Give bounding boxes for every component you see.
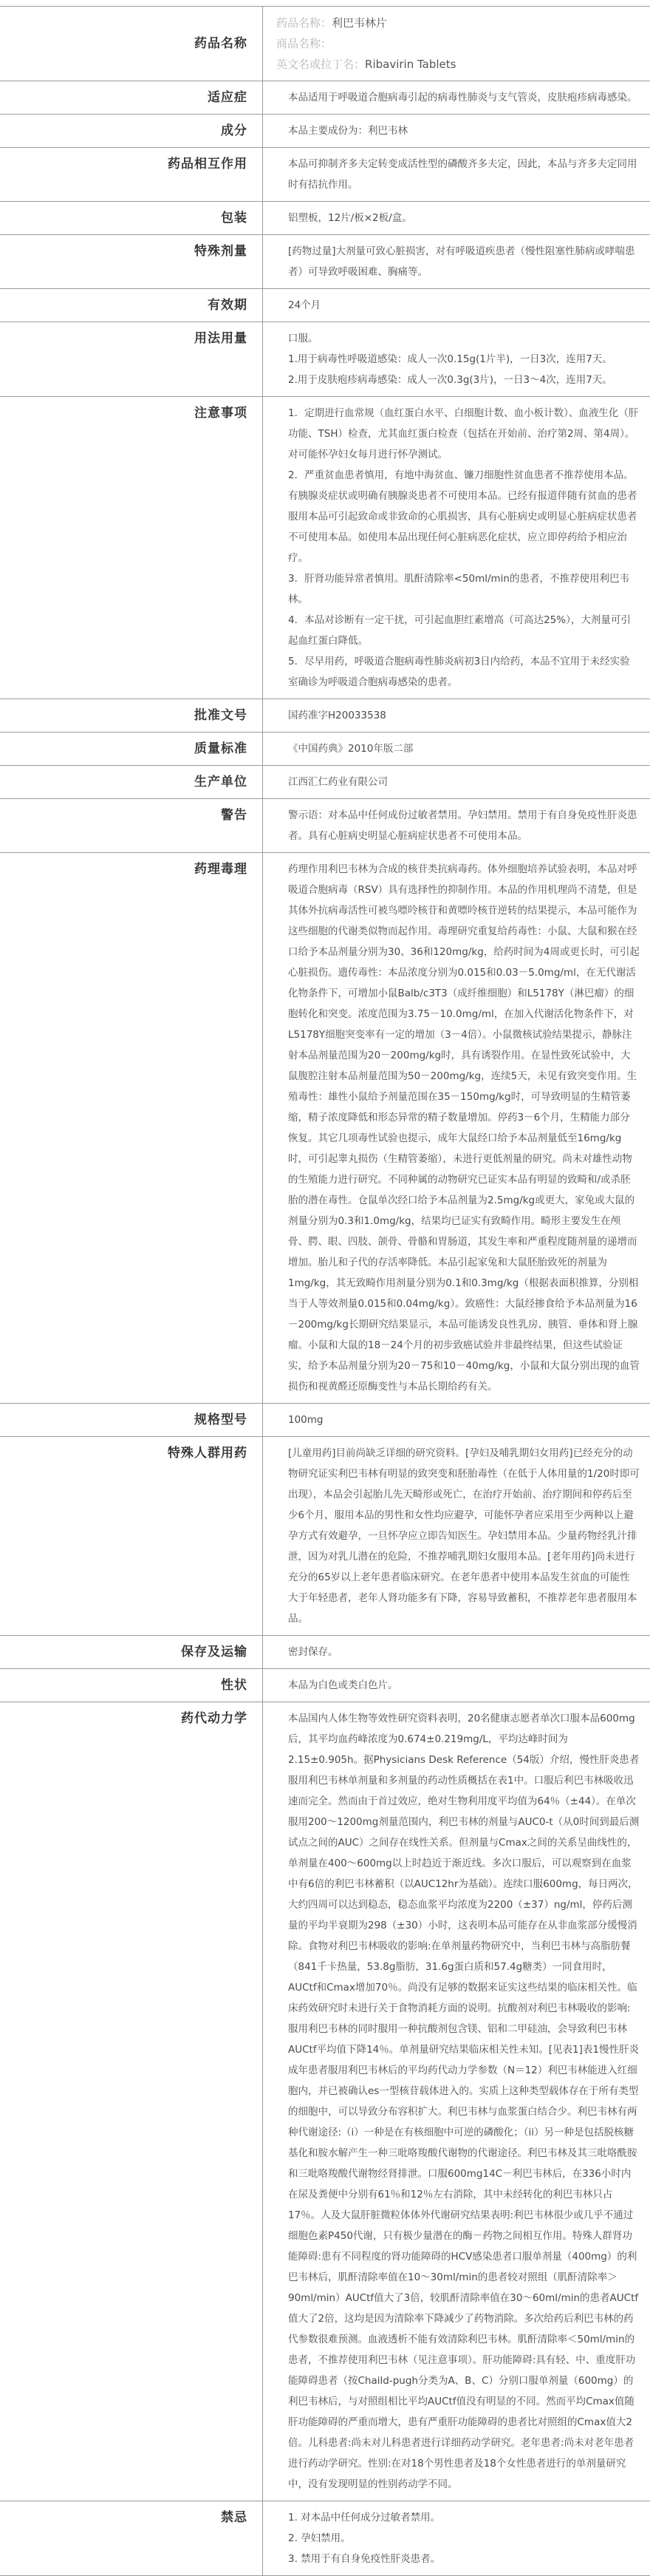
content-line: 4．本品对诊断有一定干扰，可引起血胆红素增高（可高达25%），大剂量可引起血红蛋白降低。 xyxy=(288,614,631,647)
table-row xyxy=(0,81,650,115)
row-content xyxy=(263,2501,650,2575)
content-line: 5．尽早用药，呼吸道合胞病毒性肺炎病初3日内给药，本品不宜用于未经实验室确诊为呼吸道合胞病毒感染的患者。 xyxy=(288,656,630,688)
drug-info-table xyxy=(0,6,650,2576)
content-line: 本品适用于呼吸道合胞病毒引起的病毒性肺炎与支气管炎，皮肤疱疹病毒感染。 xyxy=(288,92,637,103)
row-label: 适应症 xyxy=(0,81,263,114)
row-content xyxy=(263,699,650,732)
content-line: 3. 禁用于有自身免疫性肝炎患者。 xyxy=(288,2553,441,2565)
content-line: 铝塑板，12片/板×2板/盒。 xyxy=(288,212,412,224)
row-label: 保存及运输 xyxy=(0,1636,263,1668)
row-label: 特殊剂量 xyxy=(0,235,263,288)
row-content xyxy=(263,853,650,1403)
row-content xyxy=(263,1636,650,1668)
field-key: 英文名或拉丁名： xyxy=(276,58,366,71)
content-line: 本品可抑制齐多夫定转变成活性型的磷酸齐多夫定，因此，本品与齐多夫定同用时有拮抗作用。 xyxy=(288,158,637,191)
content-line: 本品为白色或类白色片。 xyxy=(288,1679,398,1691)
row-content xyxy=(263,733,650,765)
row-label: 规格型号 xyxy=(0,1404,263,1436)
content-line: 1.用于病毒性呼吸道感染：成人一次0.15g(1片半)，一日3次，连用7天。 xyxy=(288,353,612,365)
row-content xyxy=(263,7,650,81)
row-label: 生产单位 xyxy=(0,766,263,798)
row-content xyxy=(263,1404,650,1436)
row-label: 包装 xyxy=(0,202,263,234)
field-value: Ribavirin Tablets xyxy=(365,58,456,71)
row-content xyxy=(263,1702,650,2501)
field-line xyxy=(276,54,640,75)
table-row xyxy=(0,799,650,853)
table-row xyxy=(0,853,650,1404)
row-content xyxy=(263,799,650,852)
content-line: 本品主要成份为：利巴韦林 xyxy=(288,125,408,137)
content-line: 2.用于皮肤疱疹病毒感染：成人一次0.3g(3片)，一日3～4次，连用7天。 xyxy=(288,374,612,386)
table-row xyxy=(0,148,650,202)
table-row xyxy=(0,397,650,699)
row-label: 药品名称 xyxy=(0,7,263,81)
content-line: 《中国药典》2010年版二部 xyxy=(288,743,414,755)
table-row xyxy=(0,7,650,81)
row-label: 警告 xyxy=(0,799,263,852)
field-line xyxy=(276,33,640,54)
row-content xyxy=(263,235,650,288)
table-row xyxy=(0,766,650,799)
row-label: 特殊人群用药 xyxy=(0,1437,263,1635)
content-line: 3．肝肾功能异常者慎用。肌酐清除率<50ml/min的患者，不推荐使用利巴韦林。 xyxy=(288,573,629,605)
content-line: 药理作用利巴韦林为合成的核苷类抗病毒药。体外细胞培养试验表明，本品对呼吸道合胞病毒（RSV）具有选择性的抑制作用。本品的作用机理尚不清楚，但是其体外抗病毒活性可被鸟嘌呤核苷和黄嘌呤核苷逆转的结果提示，本品可能作为这些细胞的代谢类似物而起作用。毒理研究重复给药毒性：小鼠、大鼠和猴在经口给予本品剂量分别为30、36和120mg/kg，给药时间为4周或更长时，可引起心脏损伤。遗传毒性：本品浓度分别为0.015和0.03－5.0mg/ml，在无代谢活化物条件下，可增加小鼠Balb/c3T3（成纤维细胞）和L5178Y（淋巴瘤）的细胞转化和突变。浓度范围为3.75－10.0mg/ml，在加入代谢活化物条件下，对L5178Y细胞突变率有一定的增加（3－4倍）。小鼠微核试验结果提示，静脉注射本品剂量范围为20－200mg/kg时，具有诱裂作用。在显性致死试验中，大鼠腹腔注射本品剂量范围为50－200mg/kg，连续5天，未见有致突变作用。生殖毒性：雄性小鼠给予剂量范围在35－150mg/kg时，可导致明显的生精管萎缩，精子浓度降低和形态异常的精子数量增加。停药3－6个月，生精能力部分恢复。其它几项毒性试验也提示，成年大鼠经口给予本品剂量低至16mg/kg时，可引起睾丸损伤（生精管萎缩），未进行更低剂量的研究。尚未对雄性动物的生殖能力进行研究。不同种属的动物研究已证实本品有明显的致畸和/或杀胚胎的潜在毒性。仓鼠单次经口给予本品剂量为2.5mg/kg或更大，家兔或大鼠的剂量分别为0.3和1.0mg/kg，结果均已证实有致畸作用。畸形主要发生在颅骨、腭、眼、四肢、颌骨、骨骼和胃肠道，其发生率和严重程度随剂量的递增而增加。胎儿和子代的存活率降低。本品引起家兔和大鼠胚胎致死的剂量为1mg/kg，其无致畸作用剂量分别为0.1和0.3mg/kg（根据表面积推算，分别相当于人等效剂量0.015和0.04mg/kg）。致癌性：大鼠经掺食给予本品剂量为16－200mg/kg长期研究结果显示，本品可能诱发良性乳房、胰管、垂体和肾上腺瘤。小鼠和大鼠的18－24个月的初步致癌试验并非最终结果，但这些试验证实，给予本品剂量分别为20－75和10－40mg/kg，小鼠和大鼠分别出现的血管损伤和视黄醛还原酶变性与本品长期给药有关。 xyxy=(288,863,640,1393)
table-row xyxy=(0,1404,650,1437)
row-content xyxy=(263,1437,650,1635)
row-label: 药代动力学 xyxy=(0,1702,263,2501)
row-content xyxy=(263,289,650,322)
content-line: 国药准字H20033538 xyxy=(288,710,386,721)
table-row xyxy=(0,1702,650,2501)
content-line: 2. 孕妇禁用。 xyxy=(288,2532,351,2544)
field-key: 药品名称： xyxy=(276,16,332,30)
content-line: 24个月 xyxy=(288,299,321,311)
content-line: 1. 对本品中任何成分过敏者禁用。 xyxy=(288,2512,441,2524)
table-row xyxy=(0,202,650,235)
content-line: [药物过量]大剂量可致心脏损害，对有呼吸道疾患者（慢性阻塞性肺病或哮喘患者）可导致呼吸困难、胸痛等。 xyxy=(288,245,635,278)
table-row xyxy=(0,699,650,733)
table-row xyxy=(0,235,650,289)
row-label: 性状 xyxy=(0,1669,263,1702)
content-line: [儿童用药]目前尚缺乏详细的研究资料。[孕妇及哺乳期妇女用药]已经充分的动物研究证实利巴韦林有明显的致突变和胚胎毒性（在低于人体用量的1/20时即可出现），本品会引起胎儿先天畸形或死亡，在治疗开始前、治疗期间和停药后至少6个月，服用本品的男性和女性均应避孕，可能怀孕者应采用至少两种以上避孕方式有效避孕，一旦怀孕应立即告知医生。孕妇禁用本品。少量药物经乳汁排泄，因为对乳儿潜在的危险，不推荐哺乳期妇女服用本品。[老年用药]尚未进行充分的65岁以上老年患者临床研究。在老年患者中使用本品发生贫血的可能性大于年轻患者，老年人肾功能多有下降，容易导致蓄积，不推荐老年患者服用本品。 xyxy=(288,1447,640,1625)
field-value: 利巴韦林片 xyxy=(332,16,388,30)
row-label: 有效期 xyxy=(0,289,263,322)
content-line: 口服。 xyxy=(288,333,318,344)
table-row xyxy=(0,1636,650,1669)
row-content xyxy=(263,322,650,396)
row-content xyxy=(263,202,650,234)
table-row xyxy=(0,2501,650,2576)
row-content xyxy=(263,115,650,147)
row-content xyxy=(263,148,650,201)
content-line: 本品国内人体生物等效性研究资料表明，20名健康志愿者单次口服本品600mg后，其平均血药峰浓度为0.674±0.219mg/L，平均达峰时间为2.15±0.905h。据Physicians Desk Reference（54版）介绍，慢性肝炎患者服用利巴韦林单剂量和多剂量的药动性质概括在表1中。口服后利巴韦林吸收迅速而完全。然而由于首过效应，绝对生物利用度平均值为64％（±44）。在单次服用200～1200mg剂量范围内，利巴韦林的剂量与AUC0-t（从0时间到最后测试点之间的AUC）之间存在线性关系。但剂量与Cmax之间的关系呈曲线性的，单剂量在400～600mg以上时趋近于渐近线。多次口服后，可以观察到在血浆中有6倍的利巴韦林蓄积（以AUC12hr为基础）。连续口服600mg，每日两次，大约四周可以达到稳态，稳态血浆平均浓度为2200（±37）ng/ml，停药后测量的平均半衰期为298（±30）小时，这表明本品可能存在从非血浆部分缓慢消除。食物对利巴韦林吸收的影响:在单剂量药物研究中，当利巴韦林与高脂肪餐（841千卡热量，53.8g脂肪，31.6g蛋白质和57.4g糖类）一同食用时，AUCtf和Cmax增加70％。尚没有足够的数据来证实这些结果的临床相关性。临床药效研究时未进行关于食物消耗方面的说明。抗酸剂对利巴韦林吸收的影响:服用利巴韦林的同时服用一种抗酸剂包含镁、铝和二甲硅油，会导致利巴韦林AUCtf平均值下降14％。单剂量研究结果临床相关性未知。[见表1]表1慢性肝炎成年患者服用利巴韦林后的平均药代动力学参数（N＝12）利巴韦林能进入红细胞内，并已被确认es一型核苷载体进入的。实质上这种类型载体存在于所有类型的细胞中，可以导致分布容积扩大。利巴韦林与血浆蛋白结合少。利巴韦林有两种代谢途径:（i）一种是在有核细胞中可逆的磷酸化；（ii）另一种是包括脱核糖基化和胺水解产生一种三吡咯羧酸代谢物的代谢途径。利巴韦林及其三吡咯酰胺和三吡咯羧酸代谢物经肾排泄。口服600mg14C－利巴韦林后，在336小时内在尿及粪便中分别有61％和12％左右消除，其中未经转化的利巴韦林只占17％。人及大鼠肝脏微粒体体外代谢研究结果表明:利巴韦林很少或几乎不通过细胞色素P450代谢，只有极少量潜在的酶－药物之间相互作用。特殊人群肾功能障碍:患有不同程度的肾功能障碍的HCV感染患者口服单剂量（400mg）的利巴韦林后，肌酐清除率值在10～30ml/min的患者较对照组（肌酐清除率＞90ml/min）AUCtf值大了3倍，较肌酐清除率值在30～60ml/min的患者AUCtf值大了2倍，这均是因为清除率下降减少了药物消除。多次给药后利巴韦林的药代参数很难预测。血液透析不能有效清除利巴韦林。肌酐清除率＜50ml/min的患者，不推荐使用利巴韦林（见注意事项）。肝功能障碍:具有轻、中、重度肝功能障碍患者（按Chaild-pugh分类为A、B、C）分别口服单剂量（600mg）的利巴韦林后，与对照组相比平均AUCtf值没有明显的不同。然而平均Cmax值随肝功能障碍的严重而增大，患有严重肝功能障碍的患者比对照组的Cmax值大2倍。儿科患者:尚未对儿科患者进行详细药动学研究。老年患者:尚未对老年患者进行药动学研究。性别:在对18个男性患者及18个女性患者进行的单剂量研究中，没有发现明显的性别药动学不同。 xyxy=(288,1713,640,2490)
content-line: 100mg xyxy=(288,1414,324,1426)
table-row xyxy=(0,733,650,766)
row-label: 禁忌 xyxy=(0,2501,263,2575)
row-label: 质量标准 xyxy=(0,733,263,765)
row-label: 用法用量 xyxy=(0,322,263,396)
row-label: 批准文号 xyxy=(0,699,263,732)
row-label: 注意事项 xyxy=(0,397,263,699)
table-row xyxy=(0,1669,650,1702)
row-label: 药理毒理 xyxy=(0,853,263,1403)
content-line: 2．严重贫血患者慎用，有地中海贫血、镰刀细胞性贫血患者不推荐使用本品。有胰腺炎症状或明确有胰腺炎患者不可使用本品。已经有报道伴随有贫血的患者服用本品可引起致命或非致命的心肌损害，具有心脏病史或明显心脏病症状患者不可使用本品。如使用本品出现任何心脏病恶化症状，应立即停药给予相应治疗。 xyxy=(288,469,637,564)
content-line: 警示语：对本品中任何成份过敏者禁用。孕妇禁用。禁用于有自身免疫性肝炎患者。具有心脏病史明显心脏病症状患者不可使用本品。 xyxy=(288,809,637,842)
table-row xyxy=(0,1437,650,1636)
content-line: 1．定期进行血常规（血红蛋白水平、白细胞计数、血小板计数）、血液生化（肝功能、TSH）检查，尤其血红蛋白检查（包括在开始前、治疗第2周、第4周）。对可能怀孕妇女每月进行怀孕测试。 xyxy=(288,407,639,461)
field-line xyxy=(276,13,640,33)
row-label: 成分 xyxy=(0,115,263,147)
row-content xyxy=(263,397,650,699)
row-label: 药品相互作用 xyxy=(0,148,263,201)
content-line: 密封保存。 xyxy=(288,1646,338,1658)
content-line: 江西汇仁药业有限公司 xyxy=(288,776,388,788)
table-row xyxy=(0,289,650,322)
row-content xyxy=(263,766,650,798)
table-row xyxy=(0,115,650,148)
row-content xyxy=(263,1669,650,1702)
row-content xyxy=(263,81,650,114)
field-key: 商品名称： xyxy=(276,37,332,50)
table-row xyxy=(0,322,650,397)
